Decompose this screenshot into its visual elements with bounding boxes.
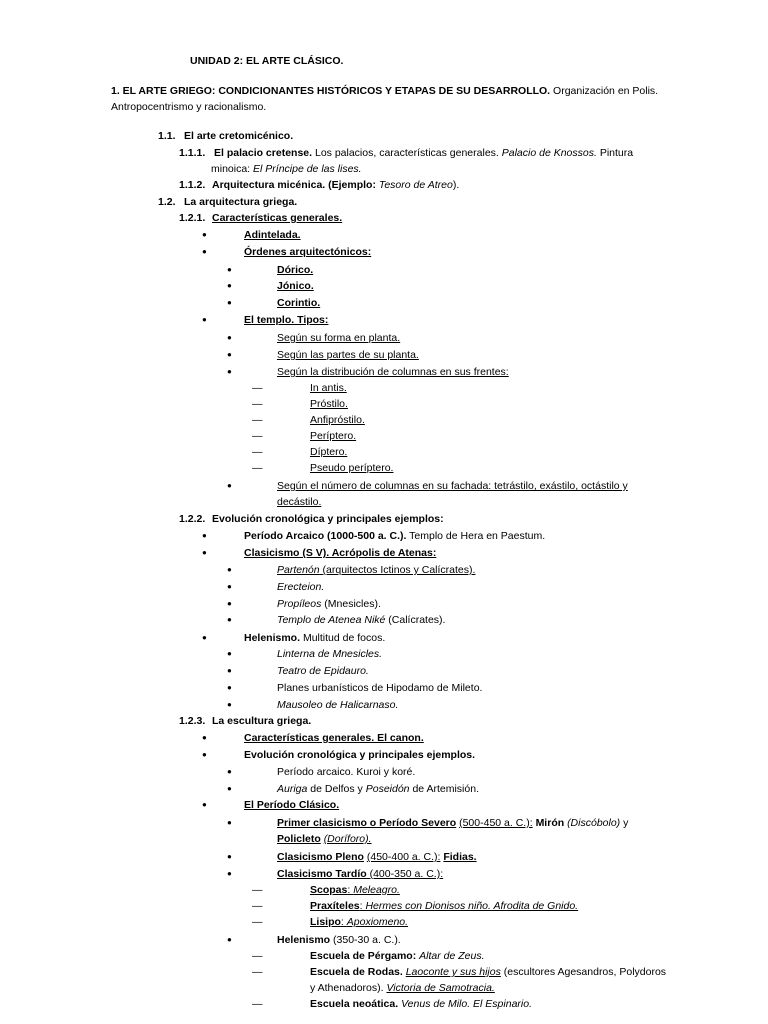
bullet: ●	[202, 531, 207, 540]
minoica-text: minoica:	[211, 163, 251, 175]
laoconte: Laoconte y sus hijos	[405, 966, 501, 978]
pergamo-label: Escuela de Pérgamo:	[310, 950, 417, 962]
bullet: ●	[202, 230, 207, 239]
periodo-clasico: El Período Clásico.	[244, 799, 340, 811]
escuela-rodas-line2	[310, 981, 495, 995]
bullet: ●	[227, 350, 232, 359]
segun-numero-columnas-line2: decástilo.	[277, 496, 322, 508]
neoatica-label: Escuela neoática.	[310, 998, 399, 1010]
primer-clasicismo	[277, 816, 628, 830]
closing-paren: ).	[452, 179, 460, 191]
section-1-1-title: El arte cretomicénico.	[184, 130, 294, 142]
propileos	[277, 597, 381, 611]
type-periptero: Períptero.	[310, 430, 357, 442]
fidias: Fidias.	[443, 851, 477, 863]
palacio-knossos: Palacio de Knossos.	[501, 147, 597, 159]
clasicismo-tardio	[277, 867, 443, 881]
helenismo-escultura	[277, 933, 401, 947]
auriga-poseidon	[277, 782, 479, 796]
bullet: ●	[227, 649, 232, 658]
order-dorico: Dórico.	[277, 264, 314, 276]
bullet: ●	[227, 582, 232, 591]
mausoleo-halicarnaso: Mausoleo de Halicarnaso.	[277, 699, 399, 711]
victoria-samotracia: Victoria de Samotracia.	[386, 982, 495, 994]
bullet: ●	[202, 750, 207, 759]
poseidon-rest: de Artemisión.	[412, 783, 479, 795]
section-1-2-title: La arquitectura griega.	[184, 196, 298, 208]
dash: —	[252, 966, 263, 978]
praxiteles-line: Praxíteles: Hermes con Dionisos niño. Afrodita de Gnido.	[310, 900, 579, 912]
dash: —	[252, 950, 263, 962]
clasicismo-pleno-dates: (450-400 a. C.):	[366, 851, 441, 863]
bullet: ●	[227, 784, 232, 793]
templo-atenea-nike	[277, 613, 445, 627]
ordenes-arquitectonicos: Órdenes arquitectónicos:	[244, 246, 372, 258]
section-1-2-3-title: La escultura griega.	[212, 715, 312, 727]
primer-clasicismo-line2	[277, 832, 372, 846]
bullet: ●	[227, 767, 232, 776]
principe-lises: El Príncipe de las lises.	[253, 163, 362, 175]
apoxiomeno: Apoxiomeno.	[346, 916, 409, 928]
auriga: Auriga	[277, 783, 308, 795]
bullet: ●	[227, 869, 232, 878]
hermes-afrodita: Hermes con Dionisos niño. Afrodita de Gnido.	[365, 900, 579, 912]
dash: —	[252, 430, 263, 442]
bullet: ●	[202, 548, 207, 557]
dash: —	[252, 414, 263, 426]
bullet: ●	[227, 565, 232, 574]
bullet: ●	[227, 700, 232, 709]
bullet: ●	[227, 281, 232, 290]
clasicismo-tardio-dates: (400-350 a. C.):	[369, 868, 444, 880]
ejemplo-label: (Ejemplo:	[328, 179, 376, 191]
bullet: ●	[227, 852, 232, 861]
partenon-architects: (arquitectos Ictinos y Calícrates).	[322, 564, 476, 576]
bullet: ●	[227, 298, 232, 307]
segun-numero-columnas: Según el número de columnas en su fachada: tetrástilo, exástilo, octástilo y	[277, 480, 628, 492]
unit-title: UNIDAD 2: EL ARTE CLÁSICO.	[190, 55, 344, 67]
palacios-text: Los palacios, características generales.	[314, 147, 499, 159]
meleagro: Meleagro.	[353, 884, 400, 896]
propileos-name: Propíleos	[277, 598, 322, 610]
partenon-name: Partenón	[277, 564, 320, 576]
rodas-label: Escuela de Rodas.	[310, 966, 403, 978]
partenon	[277, 563, 475, 577]
dash: —	[252, 916, 263, 928]
scopas-line: Scopas: Meleagro.	[310, 884, 400, 896]
scopas: Scopas	[310, 884, 348, 896]
primer-clasicismo-dates: (500-450 a. C.):	[459, 817, 533, 829]
clasicismo-pleno	[277, 850, 477, 864]
section-1-1-number: 1.1.	[158, 130, 176, 142]
athenadoros: y Athenadoros).	[310, 982, 384, 994]
clasicismo-pleno-label: Clasicismo Pleno	[277, 851, 364, 863]
dash: —	[252, 446, 263, 458]
discobolo: (Discóbolo)	[567, 817, 621, 829]
type-in-antis: In antis.	[310, 382, 347, 394]
section-1-1-1-line	[214, 146, 633, 160]
section-1-1-2-number: 1.1.2.	[179, 179, 206, 191]
templo-hera: Templo de Hera en Paestum.	[409, 530, 546, 542]
bullet: ●	[202, 247, 207, 256]
segun-partes-planta: Según las partes de su planta.	[277, 349, 419, 361]
helenismo-arq	[244, 631, 385, 645]
section-1-heading	[111, 84, 658, 98]
nike-architect: (Calícrates).	[388, 614, 446, 626]
order-jonico: Jónico.	[277, 280, 314, 292]
segun-forma-planta: Según su forma en planta.	[277, 332, 401, 344]
helenismo-esc-dates: (350-30 a. C.).	[333, 934, 401, 946]
tesoro-atreo: Tesoro de Atreo	[378, 179, 453, 191]
type-anfiprostilo: Anfipróstilo.	[310, 414, 365, 426]
section-1-line2: Antropocentrismo y racionalismo.	[111, 101, 267, 113]
clasicismo-acropolis: Clasicismo (S V). Acrópolis de Atenas:	[244, 547, 437, 559]
erecteion: Erecteion.	[277, 581, 325, 593]
bullet: ●	[227, 481, 232, 490]
rodas-escultores: (escultores Agesandros, Polydoros	[503, 966, 667, 978]
templo-tipos: El templo. Tipos:	[244, 314, 329, 326]
segun-distribucion: Según la distribución de columnas en sus frentes:	[277, 366, 509, 378]
bullet: ●	[227, 683, 232, 692]
arquitectura-micenica: Arquitectura micénica.	[212, 179, 326, 191]
escuela-pergamo	[310, 949, 485, 963]
bullet: ●	[227, 333, 232, 342]
bullet: ●	[227, 818, 232, 827]
section-1-subtitle: Organización en Polis.	[553, 85, 659, 97]
periodo-arcaico	[244, 529, 545, 543]
bullet: ●	[227, 615, 232, 624]
section-1-2-3-number: 1.2.3.	[179, 715, 206, 727]
dash: —	[252, 382, 263, 394]
escuela-neoatica	[310, 997, 532, 1011]
dash: —	[252, 398, 263, 410]
section-1-2-1-title: Características generales.	[212, 212, 343, 224]
dash: —	[252, 884, 263, 896]
praxiteles: Praxíteles	[310, 900, 360, 912]
helenismo-text: Multitud de focos.	[302, 632, 386, 644]
dash: —	[252, 462, 263, 474]
escultura-caracteristicas: Características generales. El canon.	[244, 732, 424, 744]
section-1-1-1-number: 1.1.1.	[179, 147, 206, 159]
adintelada: Adintelada.	[244, 229, 301, 241]
dash: —	[252, 998, 263, 1010]
section-1-1-1-line2	[211, 162, 362, 176]
lisipo: Lisipo	[310, 916, 341, 928]
policleto: Policleto	[277, 833, 321, 845]
section-1-1-2-line	[212, 178, 459, 192]
auriga-rest: de Delfos y	[310, 783, 363, 795]
primer-clasicismo-label: Primer clasicismo o Período Severo	[277, 817, 457, 829]
bullet: ●	[202, 633, 207, 642]
clasicismo-tardio-label: Clasicismo Tardío	[277, 868, 367, 880]
escuela-rodas	[310, 965, 666, 979]
nike-name: Templo de Atenea Niké	[277, 614, 386, 626]
section-1-title: 1. EL ARTE GRIEGO: CONDICIONANTES HISTÓRICOS Y ETAPAS DE SU DESARROLLO.	[111, 85, 551, 97]
helenismo-esc-label: Helenismo	[277, 934, 331, 946]
lisipo-line: Lisipo: Apoxiomeno.	[310, 916, 409, 928]
planes-urbanisticos: Planes urbanísticos de Hipodamo de Mileto.	[277, 682, 483, 694]
bullet: ●	[227, 265, 232, 274]
bullet: ●	[202, 800, 207, 809]
type-diptero: Díptero.	[310, 446, 348, 458]
section-1-2-2-number: 1.2.2.	[179, 513, 206, 525]
section-1-2-number: 1.2.	[158, 196, 176, 208]
altar-zeus: Altar de Zeus.	[419, 950, 485, 962]
type-prostilo: Próstilo.	[310, 398, 348, 410]
propileos-architect: (Mnesicles).	[324, 598, 381, 610]
dash: —	[252, 900, 263, 912]
order-corintio: Corintio.	[277, 297, 321, 309]
bullet: ●	[202, 315, 207, 324]
bullet: ●	[202, 733, 207, 742]
miron: Mirón	[535, 817, 565, 829]
helenismo-label: Helenismo.	[244, 632, 301, 644]
poseidon: Poseidón	[365, 783, 410, 795]
section-1-2-1-number: 1.2.1.	[179, 212, 206, 224]
bullet: ●	[227, 935, 232, 944]
bullet: ●	[227, 367, 232, 376]
palacio-cretense: El palacio cretense.	[214, 147, 313, 159]
periodo-arcaico-kuroi: Período arcaico. Kuroi y koré.	[277, 766, 416, 778]
teatro-epidauro: Teatro de Epidauro.	[277, 665, 369, 677]
conjunction-y: y	[623, 817, 629, 829]
section-1-2-2-title: Evolución cronológica y principales ejemplos:	[212, 513, 444, 525]
linterna-mnesicles: Linterna de Mnesicles.	[277, 648, 383, 660]
periodo-arcaico-label: Período Arcaico (1000-500 a. C.).	[244, 530, 407, 542]
venus-espinario: Venus de Milo. El Espinario.	[401, 998, 532, 1010]
doriforo: (Doríforo).	[323, 833, 372, 845]
type-pseudo-periptero: Pseudo períptero.	[310, 462, 394, 474]
pintura-text: Pintura	[599, 147, 634, 159]
bullet: ●	[227, 599, 232, 608]
escultura-evolucion: Evolución cronológica y principales ejemplos.	[244, 749, 476, 761]
bullet: ●	[227, 666, 232, 675]
